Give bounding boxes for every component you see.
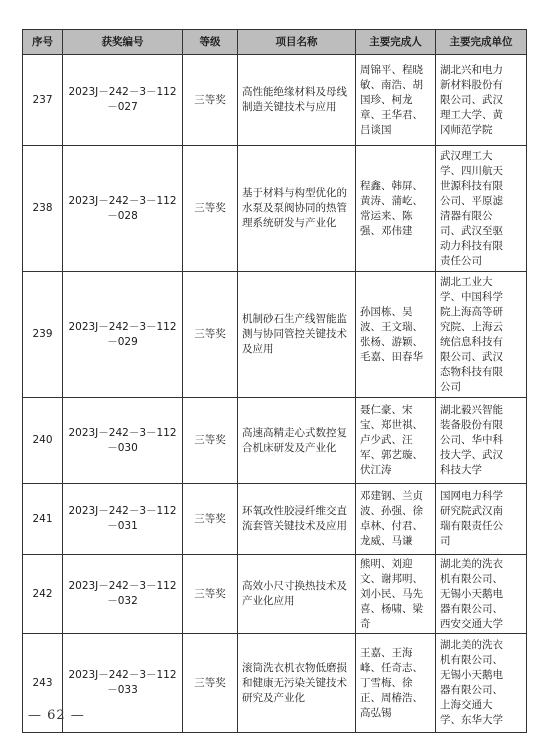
cell-main-units: 湖北美的洗衣 机有限公司、 无锡小天鹅电 器有限公司、 上海交通大 学、东华大学 <box>436 634 527 733</box>
cell-award-code: 2023J－242－3－112 －031 <box>63 484 183 555</box>
cell-level: 三等奖 <box>183 146 238 272</box>
header-main-contributors: 主要完成人 <box>356 30 436 55</box>
cell-award-code: 2023J－242－3－112 －028 <box>63 146 183 272</box>
cell-main-units: 湖北美的洗衣 机有限公司、 无锡小天鹅电 器有限公司、 西安交通大学 <box>436 555 527 634</box>
table-row <box>23 398 527 484</box>
table-row <box>23 484 527 555</box>
cell-main-contributors: 周锦平、程晓 敏、南浩、胡 国珍、柯龙 章、王华君、 吕谈国 <box>356 55 436 146</box>
cell-seq: 243 <box>23 634 63 733</box>
cell-main-contributors: 聂仁豪、宋 宝、郑世祺、 卢少武、汪 军、郭艺璇、 伏江涛 <box>356 398 436 484</box>
cell-main-units: 湖北毅兴智能 装备股份有限 公司、华中科 技大学、武汉 科技大学 <box>436 398 527 484</box>
table-row <box>23 272 527 398</box>
header-level: 等级 <box>183 30 238 55</box>
cell-project-name: 基于材料与构型优化的 水泵及泵阀协同的热管 理系统研发与产业化 <box>238 146 356 272</box>
cell-project-name: 高效小尺寸换热技术及 产业化应用 <box>238 555 356 634</box>
cell-main-contributors: 孙国栋、吴 波、王文瑞、 张杨、游颖、 毛嘉、田春华 <box>356 272 436 398</box>
cell-award-code: 2023J－242－3－112 －033 <box>63 634 183 733</box>
cell-seq: 238 <box>23 146 63 272</box>
table-row <box>23 634 527 733</box>
cell-main-units: 湖北工业大 学、中国科学 院上海高等研 究院、上海云 统信息科技有 限公司、武汉 态物科技有限 公司 <box>436 272 527 398</box>
table-row <box>23 55 527 146</box>
page-number: — 62 — <box>28 708 85 723</box>
cell-project-name: 高性能绝缘材料及母线 制造关键技术与应用 <box>238 55 356 146</box>
cell-main-units: 国网电力科学 研究院武汉南 瑞有限责任公 司 <box>436 484 527 555</box>
awards-table <box>22 29 527 733</box>
cell-award-code: 2023J－242－3－112 －029 <box>63 272 183 398</box>
cell-award-code: 2023J－242－3－112 －027 <box>63 55 183 146</box>
cell-seq: 239 <box>23 272 63 398</box>
cell-project-name: 环氧改性胶浸纤维交直 流套管关键技术及应用 <box>238 484 356 555</box>
cell-level: 三等奖 <box>183 272 238 398</box>
cell-level: 三等奖 <box>183 55 238 146</box>
header-main-units: 主要完成单位 <box>436 30 527 55</box>
header-award-code: 获奖编号 <box>63 30 183 55</box>
cell-main-contributors: 熊明、刘迎 文、谢邦明、 刘小民、马先 喜、杨啸、梁 奇 <box>356 555 436 634</box>
table-row <box>23 146 527 272</box>
cell-project-name: 滚筒洗衣机衣物低磨损 和健康无污染关键技术 研究及产业化 <box>238 634 356 733</box>
cell-seq: 237 <box>23 55 63 146</box>
cell-main-contributors: 邓建钢、兰贞 波、孙强、徐 卓林、付君、 龙威、马谦 <box>356 484 436 555</box>
cell-award-code: 2023J－242－3－112 －032 <box>63 555 183 634</box>
cell-award-code: 2023J－242－3－112 －030 <box>63 398 183 484</box>
table-header-row <box>23 30 527 55</box>
cell-level: 三等奖 <box>183 634 238 733</box>
cell-main-units: 湖北兴和电力 新材料股份有 限公司、武汉 理工大学、黄 冈师范学院 <box>436 55 527 146</box>
table-row <box>23 555 527 634</box>
header-seq: 序号 <box>23 30 63 55</box>
cell-level: 三等奖 <box>183 555 238 634</box>
cell-level: 三等奖 <box>183 398 238 484</box>
cell-main-units: 武汉理工大 学、四川航天 世源科技有限 公司、平原滤 清器有限公 司、武汉至驱 动力科技有限 责任公司 <box>436 146 527 272</box>
cell-main-contributors: 程鑫、韩屏、 黄涛、蒲屹、 常运来、陈 强、邓伟建 <box>356 146 436 272</box>
cell-seq: 240 <box>23 398 63 484</box>
header-project-name: 项目名称 <box>238 30 356 55</box>
cell-project-name: 高速高精走心式数控复 合机床研发及产业化 <box>238 398 356 484</box>
cell-main-contributors: 王嘉、王海 峰、任奇志、 丁雪梅、徐 正、周椿浩、 高弘锡 <box>356 634 436 733</box>
cell-level: 三等奖 <box>183 484 238 555</box>
cell-project-name: 机制砂石生产线智能监 测与协同管控关键技术 及应用 <box>238 272 356 398</box>
cell-seq: 242 <box>23 555 63 634</box>
cell-seq: 241 <box>23 484 63 555</box>
